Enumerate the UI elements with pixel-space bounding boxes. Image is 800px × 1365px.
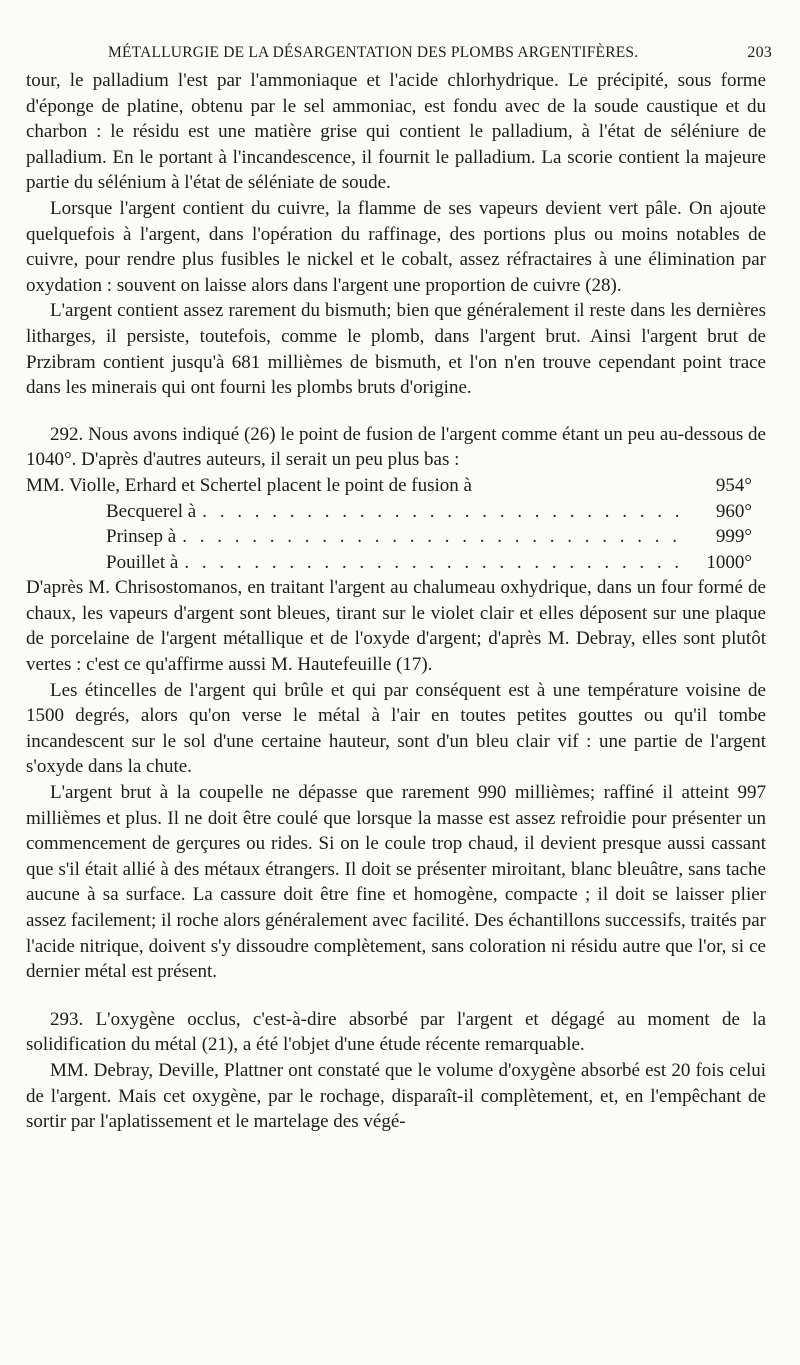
leader-dots bbox=[202, 499, 686, 525]
fusion-value: 999° bbox=[715, 526, 752, 548]
paragraph: Lorsque l'argent contient du cuivre, la flamme de ses vapeurs devient vert pâle. On ajoute quelquefois à l'argent, dans l'opération du raffinage, des portions plus ou moins notables de cuivre, pour rendre plus fusibles le nickel et le cobalt, assez réfractaires à une élimination par oxydation : souvent on laisse alors dans l'argent une proportion de cuivre (28). bbox=[26, 197, 766, 296]
fusion-value: 954° bbox=[715, 474, 752, 496]
running-header bbox=[26, 38, 772, 68]
paragraph: D'après M. Chrisostomanos, en traitant l'argent au chalumeau oxhydrique, dans un four formé de chaux, les vapeurs d'argent sont bleues, tirant sur le violet clair et elles déposent sur une plaque de porcelaine de l'argent métallique et de l'oxyde d'argent; d'après M. Debray, elles sont plutôt vertes : c'est ce qu'affirme aussi M. Hautefeuille (17). bbox=[26, 577, 766, 676]
fusion-author: Pouillet à bbox=[106, 551, 179, 573]
fusion-point-row bbox=[26, 499, 766, 525]
paragraph: L'argent brut à la coupelle ne dépasse que rarement 990 millièmes; raffiné il atteint 997 millièmes et plus. Il ne doit être coulé que lorsque la masse est assez refroidie pour présenter un commencement de gerçures ou rides. Si on le coule trop chaud, il devient presque aussi cassant que s'il était allié à des métaux étrangers. Il doit se présenter miroitant, blanc bleuâtre, sans tache aucune à sa surface. La cassure doit être fine et homogène, compacte ; il doit se laisser plier assez facilement; il roche alors généralement avec facilité. Des échantillons successifs, traités par l'acide nitrique, doivent s'y dissoudre complètement, sans coloration ni résidu autre que l'or, si ce dernier métal est présent. bbox=[26, 782, 766, 983]
fusion-author: Becquerel à bbox=[106, 500, 197, 522]
section-paragraph-293: 293. L'oxygène occlus, c'est-à-dire absorbé par l'argent et dégagé au moment de la solidification du métal (21), a été l'objet d'une étude récente remarquable. bbox=[26, 1008, 766, 1056]
fusion-point-row bbox=[26, 473, 766, 499]
paragraph: Les étincelles de l'argent qui brûle et qui par conséquent est à une température voisine de 1500 degrés, alors qu'on verse le métal à l'air en toutes petites gouttes ou qu'il tombe incandescent sur le sol d'une certaine hauteur, sont d'un bleu clair vif : une partie de l'argent s'oxyde dans la chute. bbox=[26, 679, 766, 778]
body-text bbox=[26, 68, 766, 1135]
paragraph: tour, le palladium l'est par l'ammoniaque et l'acide chlorhydrique. Le précipité, sous forme d'éponge de platine, obtenu par le sel ammoniac, est fondu avec de la soude caustique et du charbon : le résidu est une matière grise qui contient le palladium, à l'état de séléniure de palladium. En le portant à l'incandescence, il fournit le palladium. La scorie contient la majeure partie du sélénium à l'état de séléniate de soude. bbox=[26, 70, 766, 194]
leader-dots bbox=[182, 524, 686, 550]
page-number: 203 bbox=[747, 44, 772, 61]
paragraph: MM. Debray, Deville, Plattner ont constaté que le volume d'oxygène absorbé est 20 fois celui de l'argent. Mais cet oxygène, par le rochage, disparaît-il complètement, et, en l'empêchant de sortir par l'aplatissement et le martelage des végé- bbox=[26, 1059, 766, 1133]
fusion-point-row bbox=[26, 550, 766, 576]
fusion-value: 960° bbox=[715, 500, 752, 522]
fusion-author: Prinsep à bbox=[106, 526, 177, 548]
leader-dots bbox=[184, 550, 686, 576]
paragraph: L'argent contient assez rarement du bismuth; bien que généralement il reste dans les dernières litharges, il persiste, toutefois, comme le plomb, dans l'argent brut. Ainsi l'argent brut de Przibram contient jusqu'à 681 millièmes de bismuth, et l'on n'en trouve cependant point trace dans les minerais qui ont fourni les plombs bruts d'origine. bbox=[26, 300, 766, 399]
fusion-value: 1000° bbox=[706, 551, 752, 573]
fusion-points-list bbox=[26, 473, 766, 575]
fusion-author: MM. Violle, Erhard et Schertel placent le point de fusion à bbox=[26, 474, 472, 496]
running-title: MÉTALLURGIE DE LA DÉSARGENTATION DES PLOMBS ARGENTIFÈRES. bbox=[108, 44, 639, 61]
section-paragraph-292: 292. Nous avons indiqué (26) le point de fusion de l'argent comme étant un peu au-dessous de 1040°. D'après d'autres auteurs, il serait un peu plus bas : bbox=[26, 423, 766, 471]
fusion-point-row bbox=[26, 524, 766, 550]
document-page bbox=[26, 38, 772, 1135]
